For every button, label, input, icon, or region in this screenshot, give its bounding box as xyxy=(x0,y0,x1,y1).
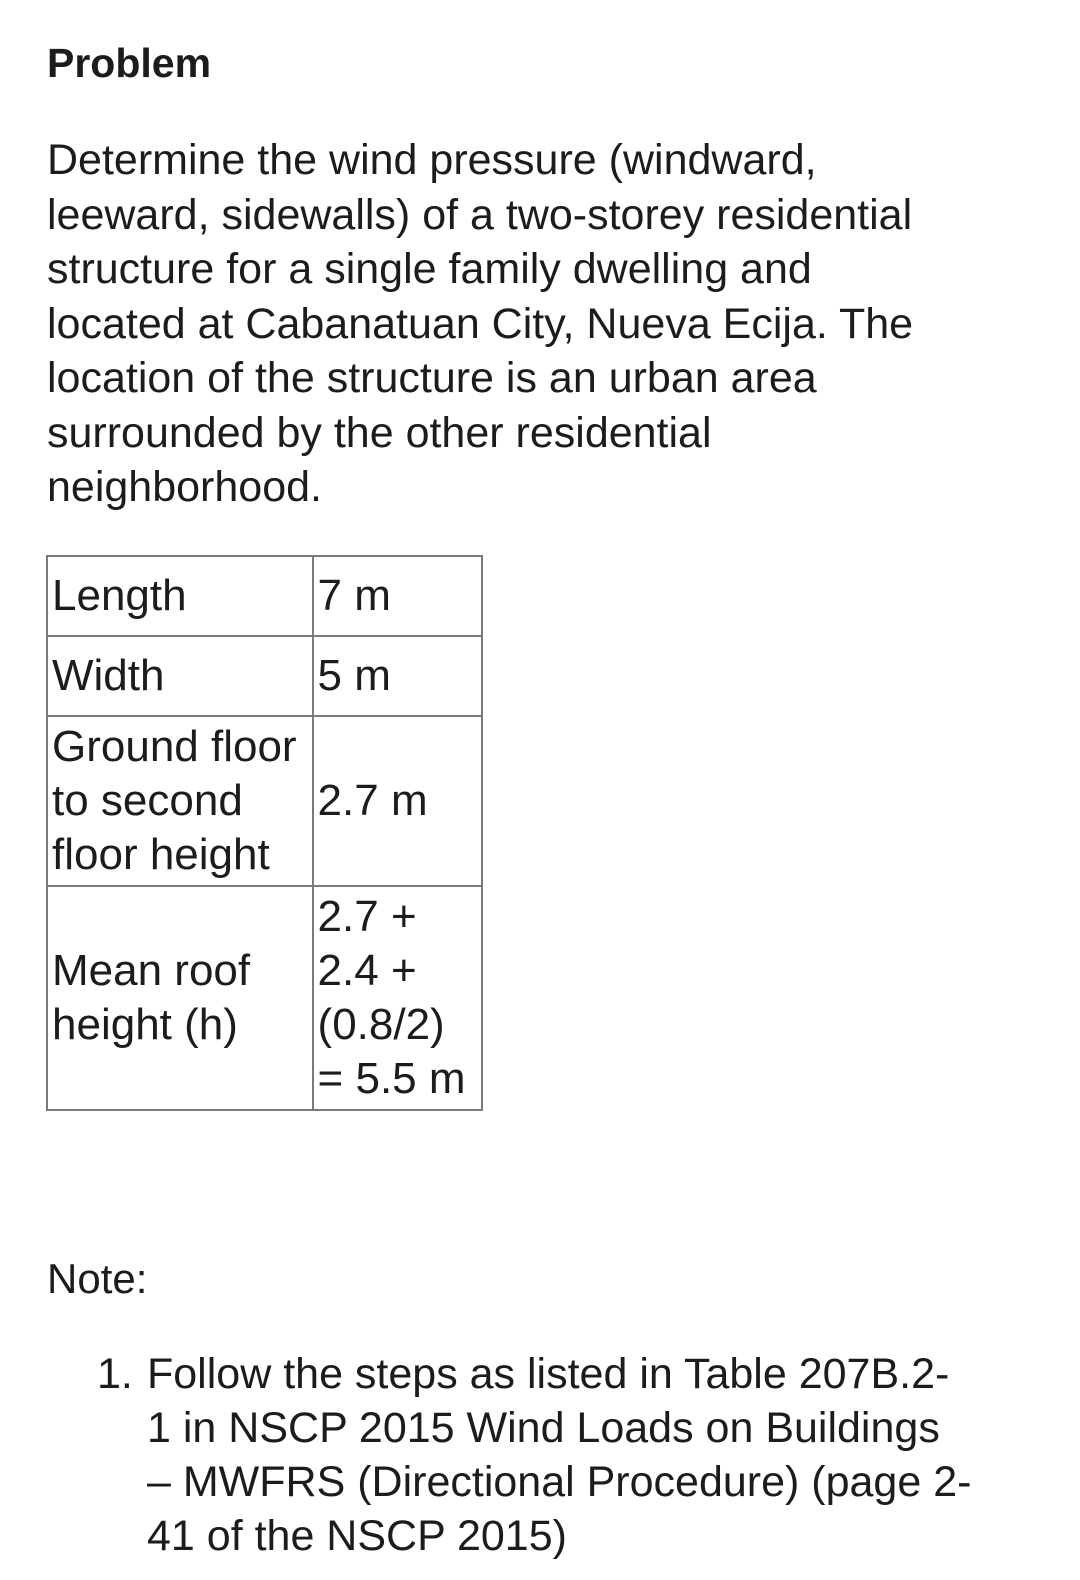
problem-line: location of the structure is an urban area xyxy=(47,354,817,402)
cell-text: Mean roof xyxy=(52,946,251,995)
cell-text: to second xyxy=(52,776,243,825)
table-cell-value xyxy=(313,886,482,1110)
table-cell-label xyxy=(47,716,313,886)
problem-line: Determine the wind pressure (windward, xyxy=(47,136,817,184)
table-row-mean-roof-height xyxy=(47,886,482,1110)
problem-line: structure for a single family dwelling and xyxy=(47,245,812,293)
cell-text: 7 m xyxy=(317,571,391,620)
list-item-number: 1. xyxy=(97,1350,133,1398)
table-cell-value xyxy=(313,556,482,636)
table-row-length xyxy=(47,556,482,636)
list-item-line: – MWFRS (Directional Procedure) (page 2- xyxy=(147,1458,972,1506)
list-item-line: Follow the steps as listed in Table 207B.2- xyxy=(147,1350,950,1398)
table-row-floor-height xyxy=(47,716,482,886)
note-label: Note: xyxy=(47,1255,148,1302)
cell-text: floor height xyxy=(52,830,270,879)
table-cell-label xyxy=(47,636,313,716)
cell-text: = 5.5 m xyxy=(317,1054,466,1103)
cell-text: 2.7 m xyxy=(317,776,428,825)
list-item-line: 41 of the NSCP 2015) xyxy=(147,1512,567,1560)
cell-text: 2.7 + xyxy=(317,892,417,941)
cell-text: 2.4 + xyxy=(317,946,417,995)
problem-line: neighborhood. xyxy=(47,463,322,511)
dimensions-table xyxy=(46,555,483,1111)
notes-list xyxy=(97,1347,1057,1563)
table-cell-label xyxy=(47,556,313,636)
problem-line: leeward, sidewalls) of a two-storey residential xyxy=(47,190,913,239)
table-cell-value xyxy=(313,716,482,886)
page-title: Problem xyxy=(47,40,212,86)
table-cell-value xyxy=(313,636,482,716)
list-item-line: 1 in NSCP 2015 Wind Loads on Buildings xyxy=(147,1404,940,1452)
cell-text: (0.8/2) xyxy=(317,1000,445,1049)
problem-line: surrounded by the other residential xyxy=(47,408,712,457)
table-cell-label xyxy=(47,886,313,1110)
cell-text: 5 m xyxy=(317,651,391,700)
list-item xyxy=(97,1347,1057,1563)
problem-statement xyxy=(47,133,1047,515)
cell-text: Width xyxy=(52,651,165,700)
table-row-width xyxy=(47,636,482,716)
cell-text: Length xyxy=(52,571,187,620)
problem-line: located at Cabanatuan City, Nueva Ecija. The xyxy=(47,299,914,348)
cell-text: height (h) xyxy=(52,1000,238,1049)
cell-text: Ground floor xyxy=(52,722,297,771)
